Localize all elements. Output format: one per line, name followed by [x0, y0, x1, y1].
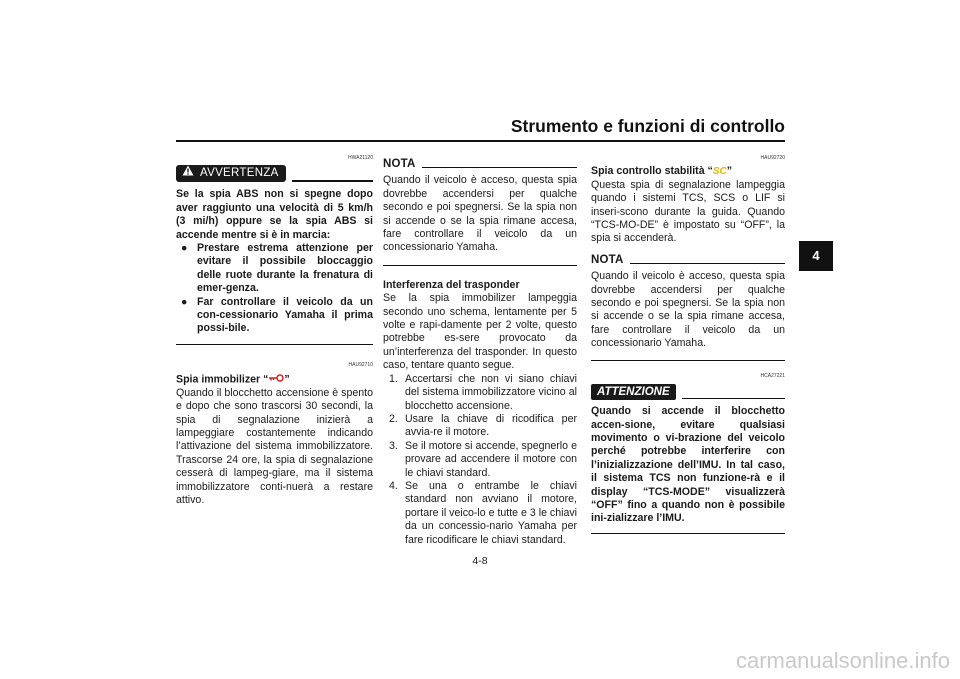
stability-sc-icon: SC	[712, 166, 727, 178]
attention-code: HCA27221	[760, 372, 785, 379]
warning-code: HWA21120	[347, 155, 373, 161]
interference-title: Interferenza del trasponder	[383, 278, 520, 291]
warning-bullets	[176, 242, 373, 336]
warning-bullet-2: ● Far controllare il veicolo da un con-cessionario Yamaha il prima possi-bile.	[181, 295, 373, 335]
immobilizer-code: HAU92710	[348, 362, 373, 369]
stability-title: Spia controllo stabilità “SC”	[591, 165, 733, 178]
column-2	[383, 152, 577, 547]
nota-header-2	[591, 254, 785, 267]
column-3	[591, 152, 785, 534]
page-number: 4-8	[472, 555, 488, 567]
warning-bullet-1: ● Prestare estrema attenzione per evitare il possibile bloccaggio delle ruote durante la frenatura di emer-genza.	[181, 242, 373, 295]
interference-steps	[383, 373, 577, 547]
nota-header-1	[383, 158, 577, 171]
attention-rule	[682, 398, 785, 400]
nota-title-1: NOTA	[383, 158, 416, 170]
attention-end-rule	[591, 533, 785, 535]
bullet-dot-icon: ●	[181, 295, 188, 308]
step-1: 1. Accertarsi che non vi siano chiavi del sistema immobilizzatore vicino al blocchetto accensione.	[389, 372, 577, 412]
nota-text-2: Quando il veicolo è acceso, questa spia dovrebbe accendersi per qualche secondo e poi spegnersi. Se la spia non si accende o se la spia rimane accesa, fare controllare il veicolo da un concessionario Yamaha.	[591, 270, 785, 350]
bullet-dot-icon: ●	[181, 242, 188, 255]
page-header-title: Strumento e funzioni di controllo	[510, 116, 785, 136]
interference-text: Se la spia immobilizer lampeggia secondo uno schema, lentamente per 5 volte e rapi-damente per 2 volte, questo potrebbe es-sere provocato da un’interferenza del trasponder. In questo caso, tentare quanto segue.	[383, 292, 577, 372]
warning-text: Se la spia ABS non si spegne dopo aver raggiunto una velocità di 5 km/h (3 mi/h) oppure se la spia ABS si accende mentre si è in marcia:	[176, 188, 373, 241]
warning-end-rule	[176, 344, 373, 346]
chapter-tab: 4	[799, 241, 833, 271]
immobilizer-title: Spia immobilizer “ ”	[176, 373, 290, 386]
nota-title-2: NOTA	[591, 253, 624, 266]
immobilizer-key-icon	[268, 373, 284, 386]
watermark: carmanualsonline.info	[735, 648, 950, 673]
attention-header	[591, 384, 785, 400]
nota-rule-2	[630, 263, 785, 264]
stability-text: Questa spia di segnalazione lampeggia quando i sistemi TCS, SCS o LIF si inseri-scono durante la guida. Quando “TCS-MO-DE” è impostato su “OFF”, la spia si accenderà.	[591, 178, 785, 245]
step-2: 2. Usare la chiave di ricodifica per avvia-re il motore.	[389, 412, 577, 439]
immobilizer-text: Quando il blocchetto accensione è spento e dopo che sono trascorsi 30 secondi, la spia di segnalazione inizierà a lampeggiare costantemente indicando l’attivazione del sistema immobilizzatore. Trascorse 24 ore, la spia di segnalazione cesserà di lampeg-giare, ma il sistema immobilizzatore conti-nuerà a restare attivo.	[176, 386, 373, 506]
warning-rule	[292, 180, 373, 182]
warning-label: AVVERTENZA	[200, 167, 279, 180]
header-rule	[176, 140, 785, 142]
nota-text-1: Quando il veicolo è acceso, questa spia dovrebbe accendersi per qualche secondo e poi spegnersi. Se la spia non si accende o se la spia rimane accesa, fare controllare il veicolo da un concessionario Yamaha.	[383, 174, 577, 254]
nota-end-rule-1	[383, 265, 577, 266]
column-1	[176, 152, 373, 507]
stability-code: HAU92720	[760, 155, 785, 161]
warning-badge	[176, 165, 286, 182]
attention-text: Quando si accende il blocchetto accen-sione, evitare qualsiasi movimento o vi-brazione del veicolo perché potrebbe interferire con l’inizializzazione dell’IMU. In tal caso, il sistema TCS non funzione-rà e il display “TCS-MODE” visualizzerà “OFF” fino a quando non è possibile ini-zializzare l’IMU.	[591, 405, 785, 525]
attention-badge: ATTENZIONE	[591, 384, 676, 400]
step-3: 3. Se il motore si accende, spegnerlo e provare ad accendere il motore con le chiavi standard.	[389, 439, 577, 479]
step-4: 4. Se una o entrambe le chiavi standard non avviano il motore, portare il veico-lo e tutte e 3 le chiavi da un concessio-nario Yamaha per fare ricodificare le chiavi standard.	[389, 479, 577, 546]
nota-end-rule-2	[591, 360, 785, 361]
nota-rule-1	[422, 167, 577, 168]
warning-triangle-icon	[182, 165, 194, 182]
warning-header	[176, 165, 373, 182]
